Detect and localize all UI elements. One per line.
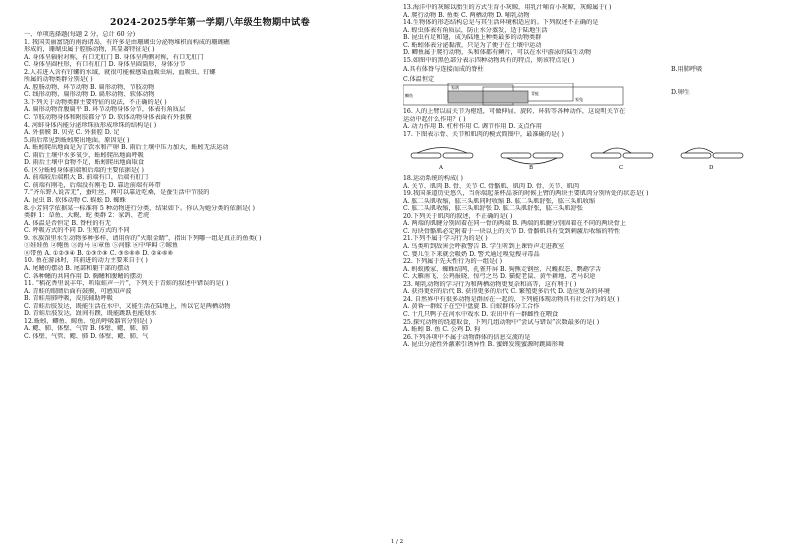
left-column [24, 16, 396, 340]
question-line: C. 十几只鸭子在河水中戏水 D. 农田中有一群雌性在喂食 [403, 310, 559, 318]
question-line: 19.我国茶道历史悠久，当你端起茶杯品茶的时候上臂的两块主要肌肉分别所处的状态是( ) [403, 190, 649, 198]
question-line: C. 婴儿生下来就会吸奶 D. 警犬通过嗅觉搜寻毒品 [403, 250, 540, 258]
question-line: 12.蚯蚓、鲫鱼、鲸鱼、兔的呼吸器官分别是( ) [24, 317, 153, 325]
question-line: 22. 下列属于先天性行为的一组是( ) [403, 258, 503, 266]
venn-label-1: 鲫鱼 [405, 93, 413, 99]
question-line: 运动中起什么作用？( ) [403, 115, 466, 123]
question-line: A. 扁形动物背腹扁平 B. 环节动物身体分节，体表有角质层 [24, 106, 186, 114]
venn-label-2: 家鸽 [451, 85, 459, 91]
question-line: A. 身体呈辐射对称，有口无肛门 B. 身体呈两侧对称，有口无肛门 [24, 53, 204, 61]
question-line: 3.下列关于动物类群主要特征的说法，不正确的是( ) [24, 98, 167, 106]
question-line: C. 身体呈圆柱形，有口有肛门 D. 身体呈圆筒形，身体分节 [24, 61, 186, 69]
question-line: A. 关节、肌肉 B. 骨、关节 C. 骨骼肌、肌肉 D. 骨、关节、肌肉 [403, 182, 580, 190]
question-line: ①娃娃鱼 ②鲍鱼 ③海马 ④章鱼 ⑤河豚 ⑥中华鲟 ⑦鲸鱼 [24, 242, 179, 250]
question-line: C. 节肢动物身体和附肢都分节 D. 软体动物身体表面有外套膜 [24, 114, 192, 122]
question-line: C. 大雁南飞、公鸡报晓、惊弓之鸟 D. 猫捉老鼠、黄牛耕地、老马识途 [403, 273, 596, 281]
q15-option-c: C.体温恒定 [403, 76, 435, 84]
question-line: 26.下列各项中不属于动物群体的信息交流的是 [403, 333, 531, 341]
question-line: 20.下列关于肌肉的叙述，不正确的是( ) [403, 212, 513, 220]
q15-option-d: D.卵生 [671, 89, 691, 97]
question-line: A. 蚯蚓爬出地面是为了饮水和产卵 B. 雨后土壤中压力加大，蚯蚓无法运动 [24, 144, 229, 152]
section-heading: 一、单项选择题(每题 2 分，总计 60 分) [24, 31, 136, 38]
question-line: 6. 区分蚯蚓身体前端和后端的主要依据是( ) [24, 166, 144, 174]
question-line: 所属的动物类群分别是( ) [24, 76, 93, 84]
diagram-label-b: B [529, 164, 534, 171]
question-line: 25.探究动物的绕道取食，下列几组动物中“尝试与错误”次数最多的是( ) [403, 318, 600, 326]
diagram-label-a: A [439, 164, 443, 171]
question-line: A. 爬行动物 B. 鱼类 C. 两栖动物 D. 哺乳动物 [403, 11, 530, 19]
left-questions [24, 39, 396, 341]
question-line: 18.运动系统的构成( ) [403, 175, 463, 183]
question-line: 8.小芳同学依据某一标准将 5 种动物进行分类，结果如下。你认为她分类的依据是( ) [24, 204, 255, 212]
question-line: 4. 河蚌身体内能分泌珍珠质形成珍珠的结构是( ) [24, 121, 157, 129]
question-line: A. 两端的肌腱分别固着在同一骨的两端 B. 两端的肌腱分别固着在不同的两块骨上 [403, 220, 627, 228]
question-line: A. 获得更好的后代 B. 获得更多的后代 C. 繁殖更多后代 D. 适应复杂的环境 [403, 288, 610, 296]
venn-label-3: 青蛙 [531, 91, 539, 97]
q15-option-b: B.用肺呼吸 [671, 66, 703, 74]
question-line: A. 青蛙的眼睛后面有鼓膜，可感知声波 [24, 287, 132, 295]
question-line: A. 鳃、肺、体壁、气管 B. 体壁、鳃、肺、肺 [24, 325, 149, 333]
question-line: A. 黄昏一群蚊子在空中盘旋 B. 白蚁群体分工合作 [403, 303, 540, 311]
question-line: 1. 我国美丽富饶的南海诸岛，有许多是由珊瑚虫分泌物堆积而构成的珊瑚礁 [24, 38, 230, 46]
question-line: 17. 下图表示骨、关节和肌肉的模式简图中，最准确的是( ) [403, 131, 564, 139]
q15-options-right [671, 65, 771, 75]
question-line: 24. 自然界中有很多动物是群居在一起的，下列能体现动物具有社会行为的是( ) [403, 295, 620, 303]
q15-option-a: A.具有体脊与连接而成的脊柱 [403, 66, 484, 74]
question-line: C. 体壁、气管、鳃、肺 D. 体壁、鳃、肺、气 [24, 332, 149, 340]
question-line: C. 呼吸方式的不同 D. 生殖方式的不同 [24, 227, 130, 235]
question-line: A. 前端较后端粗大 B. 前端有口，后端有肛门 [24, 174, 149, 182]
question-line: 16. 人的上臂以肩关节为枢纽，可做伸屈、旋转、环转等各种动作，这说明关节在 [403, 108, 626, 116]
question-line: A. 鸟类听到敌害会呼救警告 B. 学生听到上课铃声走进教室 [403, 243, 565, 251]
question-line: C. 肱二头肌收缩，肱三头肌舒张 D. 肱二头肌舒张，肱三头肌舒张 [403, 205, 583, 213]
right-questions-b [403, 108, 775, 138]
diagram-label-c: C [619, 164, 624, 171]
question-line: D. 鲫鱼属于爬行动物，头和体都有鳞片，可以在水中游泳的陆生动物 [403, 49, 592, 57]
page-number: 1 / 2 [390, 539, 404, 545]
question-line: C. 蚯蚓体表分泌黏液，只是为了便于在土壤中运动 [403, 41, 542, 49]
question-line: C. 每块骨骼肌必定附着于一块以上的关节 D. 骨骼肌具有受到刺激后收缩的特性 [403, 227, 621, 235]
question-line: A. 动力作用 B. 杠杆作用 C. 调节作用 D. 支点作用 [403, 123, 542, 131]
right-questions-a [403, 4, 775, 64]
q17-joint-diagrams [403, 140, 775, 172]
question-line: 15.如图中的黑色部分表示四种动物共有的特点，则该特点是( ) [403, 56, 575, 64]
question-line: 14.生物体的形态结构总是与其生活环境相适应的。下列叙述不正确的是 [403, 19, 599, 27]
diagram-label-d: D [709, 164, 714, 171]
question-line: B. 青蛙用肺呼吸，皮肤辅助呼吸 [24, 295, 113, 303]
question-line: 7.“齐东野人说苦无”，蚕吐丝，网可以靠近吃桑，是蚕生活中节肢的 [24, 189, 210, 197]
question-line: D. 青蛙后肢发达，趾间有蹼，既能跳跃也能划水 [24, 310, 157, 318]
question-line: 2.人若进入含有钉螺的水域，就很可能被感染血吸虫病，血吸虫、钉螺 [24, 68, 216, 76]
exam-title: 2024-2025学年第一学期八年级生物期中试卷 [110, 17, 310, 28]
question-line: 10. 鱼在游泳时，其前进的动力主要来自于( ) [24, 257, 148, 265]
q15-figure [403, 65, 775, 107]
diagram-b [501, 153, 563, 171]
question-line: ⑧带鱼 A. ①②③④ B. ①③⑦⑧ C. ③⑤⑥⑧ D. ②④⑥⑧ [24, 249, 174, 257]
question-line: 21.下列不属于学习行为的是( ) [403, 235, 488, 243]
question-line: 23. 哺乳动物的学习行为和两栖动物更复杂和高等，这有利于( ) [403, 280, 577, 288]
question-line: 类群 1：草鱼、大鲵、蛇 类群 2：家鸽、老虎 [24, 212, 150, 220]
question-line: A. 蝗虫体表有角质层，防止水分蒸发，适于陆地生活 [403, 26, 548, 34]
right-column [403, 4, 775, 349]
question-line: A. 蚯蚓 B. 鱼 C. 公鸡 D. 狗 [403, 326, 481, 334]
diagram-a [411, 147, 473, 171]
right-questions-c [403, 175, 775, 349]
diagram-d [681, 148, 743, 171]
question-line: C. 前端有刚毛，后端没有刚毛 D. 靠近前端有环带 [24, 181, 161, 189]
question-line: A. 尾鳍的摆动 B. 尾部和躯干部的摆动 [24, 264, 130, 272]
question-line: B. 昆虫有足和翅，成为陆地上种类最多的动物类群 [403, 34, 542, 42]
question-line: C. 青蛙后肢发达，既能生活在水中，又能生活在陆地上，所以它是两栖动物 [24, 302, 231, 310]
question-line: 9. 水族馆里水生动物多种多样，请用你的“火眼金睛”，指出下列哪一组是真正的鱼类( ) [24, 234, 262, 242]
question-line: 13.海洋中的灰鲸以胎生的方式生育小灰鲸，用乳汁哺育小灰鲸，灰鲸属于( ) [403, 4, 612, 11]
question-line: 形成的，珊瑚虫属于腔肠动物，其显著特征是( ) [24, 46, 155, 54]
question-line: A. 体温是否恒定 B. 脊柱的有无 [24, 219, 111, 227]
question-line: C. 雨后土壤中水多氧少，蚯蚓爬出地面呼吸 [24, 151, 144, 159]
question-line: A. 外套膜 B. 贝壳 C. 外套腔 D. 足 [24, 129, 120, 137]
question-line: A. 昆虫分泌性外激素引诱异性 B. 蜜蜂发现蜜源时跳圆形舞 [403, 341, 565, 349]
question-line: A. 蚂蚁搬家、蜘蛛结网、孔雀开屏 B. 狗熊走钢丝、尺蠖拟态、鹦鹉学舌 [403, 265, 602, 273]
question-line: 5.雨后常见到蚯蚓爬出地面，原因是( ) [24, 136, 130, 144]
question-line: D. 雨后土壤中食物不足，蚯蚓爬出地面取食 [24, 159, 145, 167]
diagram-c [591, 148, 653, 171]
question-line: C. 各种鳍的共同作用 D. 胸鳍和腹鳍的摆动 [24, 272, 143, 280]
venn-label-4: 家兔 [575, 97, 583, 103]
question-line: A. 昆虫 B. 软体动物 C. 蜈蚣 D. 蜘蛛 [24, 197, 126, 205]
question-line: 11. “稻花香里说丰年，听取蛙声一片”，下列关于青蛙的叙述中错误的是( ) [24, 280, 229, 288]
q15-venn-diagram [403, 83, 775, 107]
question-line: A. 肱二头肌收缩，肱三头肌同时收缩 B. 肱二头肌舒张，肱三头肌收缩 [403, 197, 596, 205]
q15-options [403, 65, 603, 85]
question-line: A. 腔肠动物、环节动物 B. 扁形动物、节肢动物 [24, 83, 155, 91]
question-line: C. 线形动物、扁形动物 D. 扁形动物、软体动物 [24, 91, 155, 99]
